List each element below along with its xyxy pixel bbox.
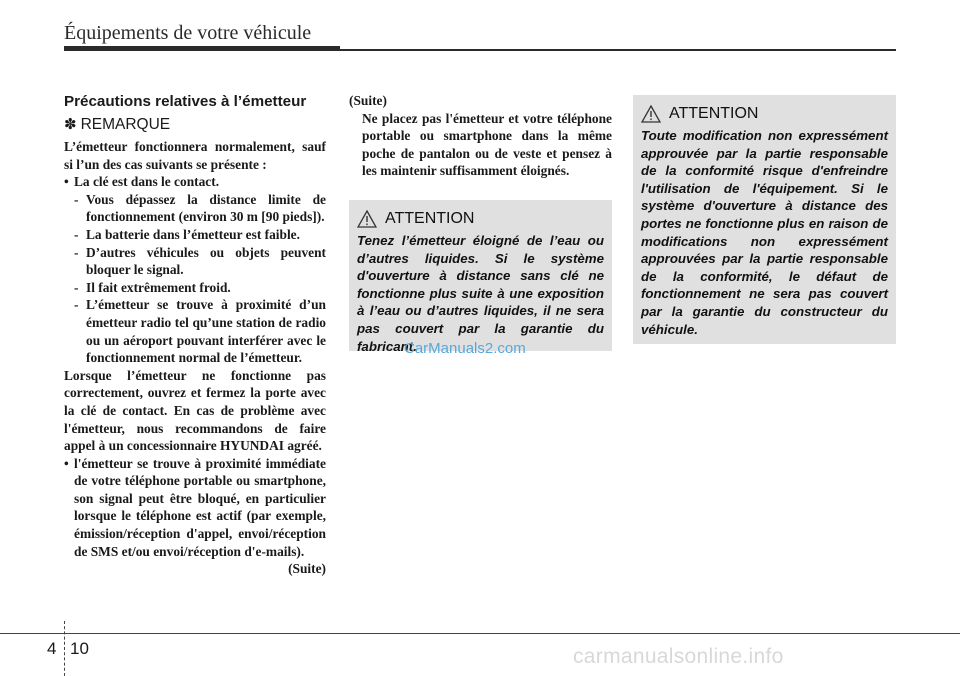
warning-text: Toute modification non expressément approuvée par la partie responsable de la conformité risque d'enfreindre l'utilisation de l'équipement. Si le système d'ouverture à distance des portes ne fonctionne plus en raison de modifications non expressément approuvées par la partie responsable de la conformité, le défaut de fonctionnement ne sera pas couvert par la garantie du constructeur du véhicule.: [641, 128, 888, 337]
footer-divider: [64, 621, 65, 676]
bullet-mark: •: [64, 174, 69, 190]
body-paragraph: Lorsque l’émetteur ne fonctionne pas correctement, ouvrez et fermez la porte avec la clé de contact. En cas de problème avec l'émetteur, nous recommandons de faire appel à un concessionnaire HYUNDAI agréé.: [64, 367, 326, 454]
bullet-text: La clé est dans le contact.: [74, 174, 220, 190]
section-title: Précautions relatives à l’émetteur: [64, 93, 307, 110]
warning-triangle-icon: [641, 105, 661, 123]
bullet-mark: •: [64, 455, 69, 471]
bullet-item: [64, 455, 326, 561]
dash-item: - L’émetteur se trouve à proximité d’un émetteur radio tel qu’une station de radio ou un aéroport pouvant interférer avec le fonctionnement normal de l’émetteur.: [74, 297, 326, 366]
intro-text: L’émetteur fonctionnera normalement, sauf si l’un des cas suivants se présente :: [64, 139, 326, 172]
warning-box: [349, 200, 612, 354]
middle-column: [349, 92, 612, 180]
dash-text: La batterie dans l’émetteur est faible.: [86, 226, 300, 242]
bullet-item: [64, 173, 326, 191]
dash-item: - D’autres véhicules ou objets peuvent bloquer le signal.: [74, 244, 326, 278]
bullet-text: l'émetteur se trouve à proximité immédiate de votre téléphone portable ou smartphone, son signal peut être bloqué, en particulier lorsque le téléphone est actif (par exemple, émission/réception d'appel, envoi/réception de SMS et/ou envoi/réception d'e-mails).: [74, 455, 326, 559]
left-column: [64, 92, 326, 578]
dash-text: L’émetteur se trouve à proximité d’un émetteur radio tel qu’une station de radio ou un aéroport pouvant interférer avec le fonctionnement normal de l’émetteur.: [86, 297, 326, 366]
warning-heading: [641, 103, 896, 125]
watermark[interactable]: CarManuals2.com: [404, 340, 526, 357]
warning-label: ATTENTION: [669, 105, 759, 122]
dash-text: Il fait extrêmement froid.: [86, 279, 231, 295]
dash-text: D’autres véhicules ou objets peuvent bloquer le signal.: [86, 244, 326, 278]
warning-label: ATTENTION: [385, 210, 475, 227]
footer-watermark[interactable]: carmanualsonline.info: [573, 645, 784, 668]
page-title: Équipements de votre véhicule: [64, 22, 312, 44]
footer-rule: [0, 633, 960, 634]
dash-item: - Vous dépassez la distance limite de fonctionnement (environ 30 m [90 pieds]).: [74, 191, 326, 225]
warning-triangle-icon: [357, 210, 377, 228]
note-title: REMARQUE: [80, 116, 171, 133]
dash-text: Vous dépassez la distance limite de fonctionnement (environ 30 m [90 pieds]).: [86, 191, 326, 225]
warning-text: Tenez l’émetteur éloigné de l’eau ou d’autres liquides. Si le système d'ouverture à distance sans clé ne fonctionne plus suite à une exposition à l’eau ou d’autres liquides, il ne sera pas couvert par la garantie du fabricant.: [357, 233, 604, 354]
suite-label: (Suite): [288, 561, 326, 577]
page-number: 10: [70, 639, 89, 658]
chapter-number: 4: [47, 639, 57, 658]
warning-heading: [357, 208, 612, 230]
header-rule-thin: [340, 49, 896, 51]
continued-text: Ne placez pas l'émetteur et votre téléphone portable ou smartphone dans la même poche de pantalon ou de veste et pensez à les maintenir suffisamment éloignés.: [362, 110, 612, 179]
note-heading: [64, 115, 326, 135]
dash-item: - La batterie dans l’émetteur est faible.: [74, 226, 300, 242]
suite-heading: (Suite): [349, 93, 387, 108]
star-icon: ✽: [64, 116, 77, 133]
dash-item: - Il fait extrêmement froid.: [74, 279, 231, 295]
header-rule-thick: [64, 46, 340, 51]
warning-box: [633, 95, 896, 344]
